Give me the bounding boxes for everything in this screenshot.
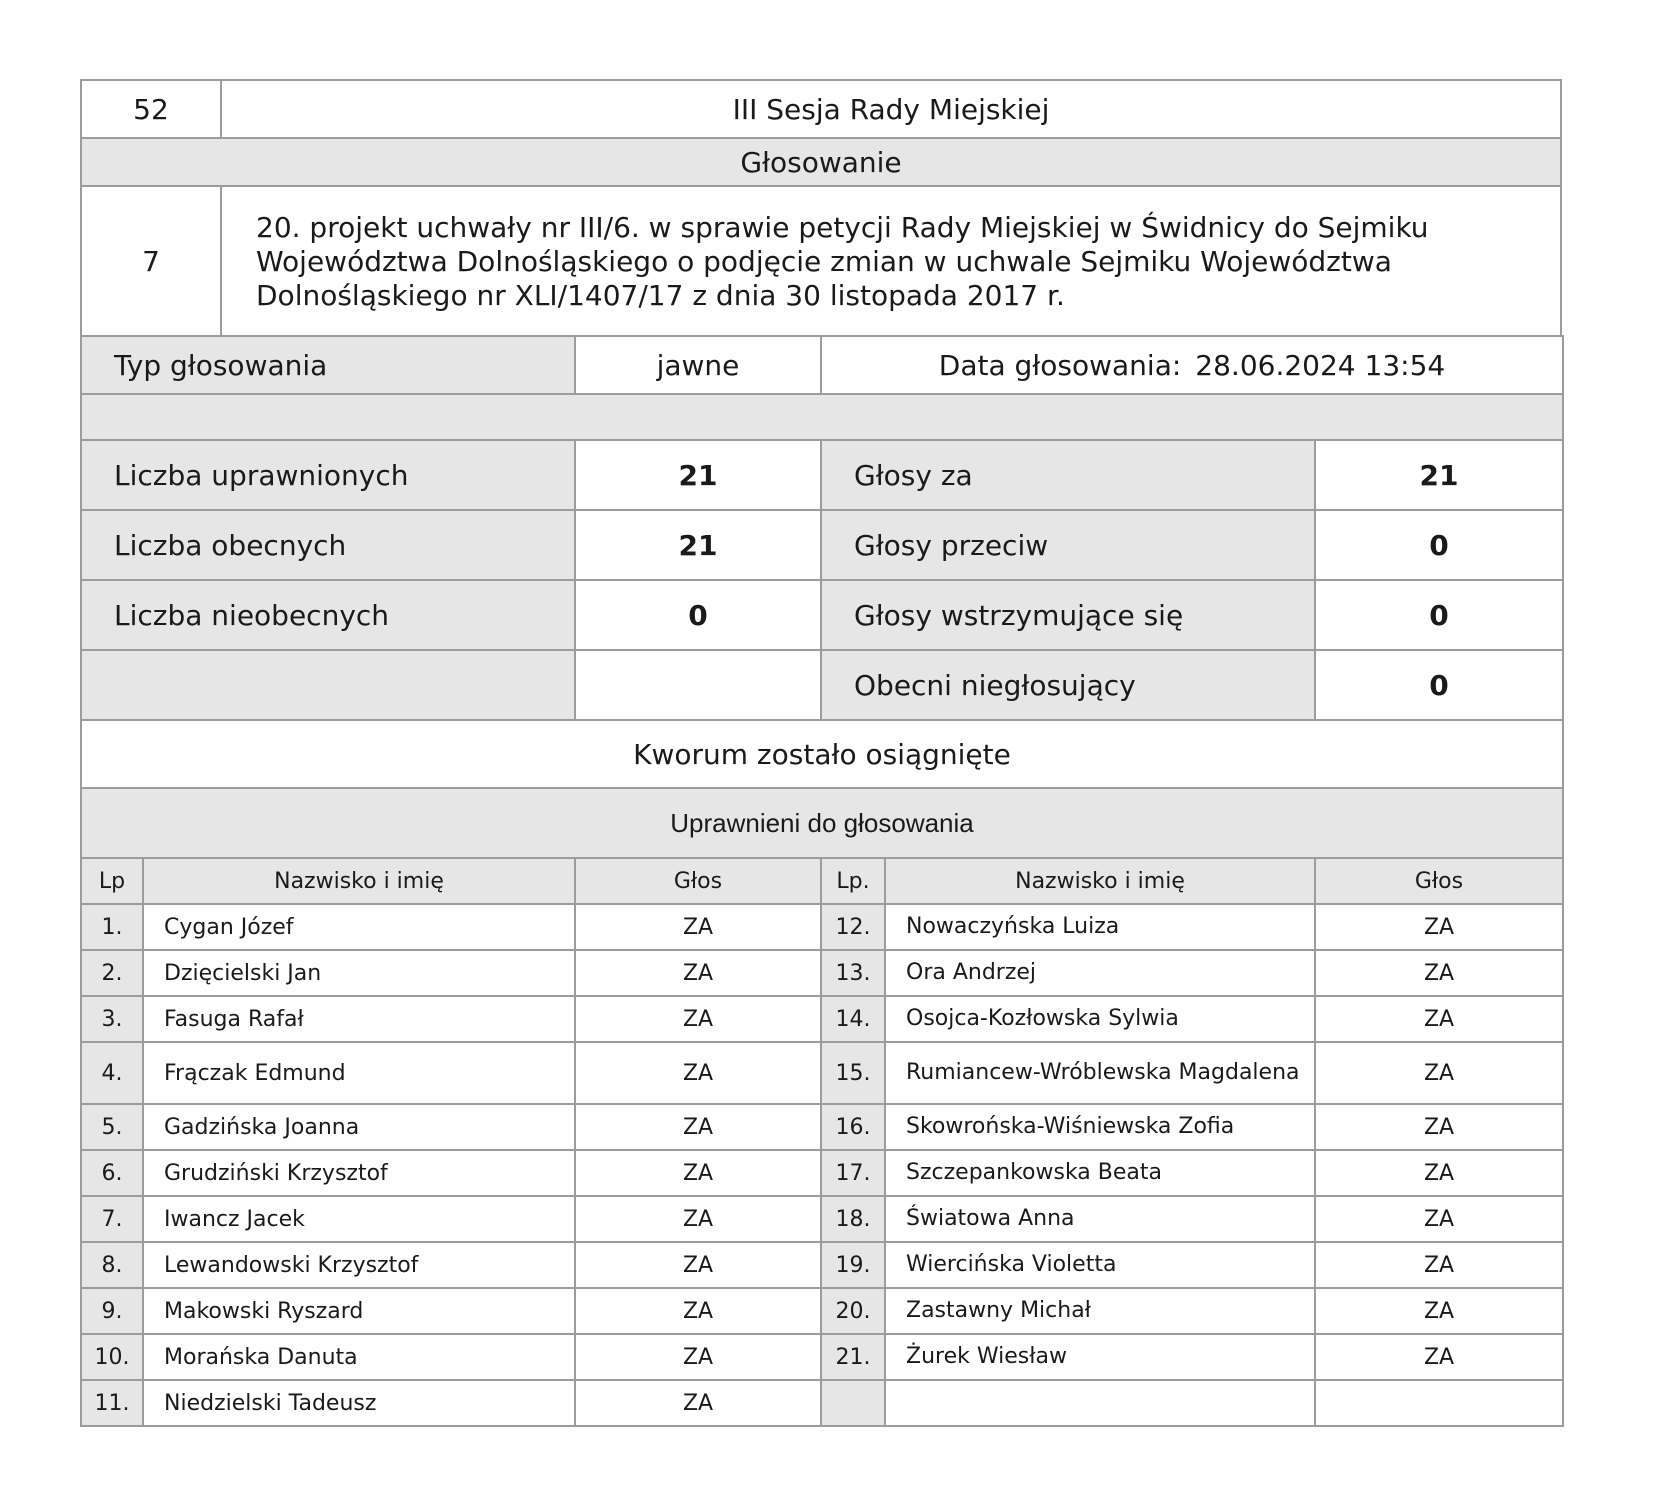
empty-cell (575, 650, 821, 720)
voter-name: Gadzińska Joanna (143, 1104, 575, 1150)
vote-type-label: Typ głosowania (81, 336, 575, 394)
section-title: Głosowanie (81, 138, 1561, 186)
nonvoting-label: Obecni niegłosujący (821, 650, 1315, 720)
present-value: 21 (575, 510, 821, 580)
column-header-vote: Głos (1315, 858, 1563, 904)
voter-name: Morańska Danuta (143, 1334, 575, 1380)
column-header-lp: Lp (81, 858, 143, 904)
voter-name: Iwancz Jacek (143, 1196, 575, 1242)
voter-lp: 8. (81, 1242, 143, 1288)
voter-vote: ZA (575, 904, 821, 950)
voter-lp: 15. (821, 1042, 885, 1104)
table-row (81, 950, 1563, 996)
voter-vote: ZA (1315, 1242, 1563, 1288)
voter-lp: 20. (821, 1288, 885, 1334)
item-subject-line: 20. projekt uchwały nr III/6. w sprawie petycji Rady Miejskiej w Świdnicy do Sejmiku (256, 211, 1429, 244)
voter-lp: 16. (821, 1104, 885, 1150)
voter-lp: 6. (81, 1150, 143, 1196)
voter-lp: 1. (81, 904, 143, 950)
vote-date-label: Data głosowania: (938, 348, 1182, 382)
voter-vote: ZA (1315, 1104, 1563, 1150)
voter-lp: 18. (821, 1196, 885, 1242)
voter-name: Dzięcielski Jan (143, 950, 575, 996)
votes-against-label: Głosy przeciw (821, 510, 1315, 580)
voting-document (80, 79, 1562, 1427)
voter-lp: 14. (821, 996, 885, 1042)
document-number: 52 (81, 80, 221, 138)
table-row (81, 904, 1563, 950)
voter-name: Żurek Wiesław (885, 1334, 1315, 1380)
voter-name: Lewandowski Krzysztof (143, 1242, 575, 1288)
voter-vote: ZA (1315, 1196, 1563, 1242)
quorum-status: Kworum zostało osiągnięte (81, 720, 1563, 788)
eligible-label: Liczba uprawnionych (81, 440, 575, 510)
voter-name: Frączak Edmund (143, 1042, 575, 1104)
vote-date (821, 336, 1563, 394)
voter-name: Skowrońska-Wiśniewska Zofia (885, 1104, 1315, 1150)
voter-lp: 7. (81, 1196, 143, 1242)
voter-name: Osojca-Kozłowska Sylwia (885, 996, 1315, 1042)
voter-vote: ZA (575, 1380, 821, 1426)
voter-lp: 10. (81, 1334, 143, 1380)
voter-vote: ZA (575, 1104, 821, 1150)
votes-for-value: 21 (1315, 440, 1563, 510)
voter-name: Grudziński Krzysztof (143, 1150, 575, 1196)
voter-name (885, 1380, 1315, 1426)
table-row (81, 1242, 1563, 1288)
voter-lp: 4. (81, 1042, 143, 1104)
voter-name: Rumiancew-Wróblewska Magdalena (885, 1042, 1315, 1104)
voter-name: Niedzielski Tadeusz (143, 1380, 575, 1426)
voter-rows (81, 904, 1563, 1426)
voter-lp: 17. (821, 1150, 885, 1196)
table-row (81, 1150, 1563, 1196)
voter-lp: 2. (81, 950, 143, 996)
header-table (80, 79, 1562, 337)
voter-lp: 13. (821, 950, 885, 996)
voter-lp: 5. (81, 1104, 143, 1150)
voter-vote: ZA (1315, 1150, 1563, 1196)
empty-cell (81, 650, 575, 720)
voter-name: Ora Andrzej (885, 950, 1315, 996)
voter-vote: ZA (1315, 1334, 1563, 1380)
table-row (81, 1334, 1563, 1380)
voter-name: Nowaczyńska Luiza (885, 904, 1315, 950)
voter-lp (821, 1380, 885, 1426)
voter-vote: ZA (1315, 996, 1563, 1042)
voter-vote: ZA (575, 950, 821, 996)
spacer-row (81, 394, 1563, 440)
session-title: III Sesja Rady Miejskiej (221, 80, 1561, 138)
voter-lp: 19. (821, 1242, 885, 1288)
voter-name: Fasuga Rafał (143, 996, 575, 1042)
eligible-value: 21 (575, 440, 821, 510)
vote-date-value: 28.06.2024 13:54 (1195, 348, 1446, 382)
vote-type-value: jawne (575, 336, 821, 394)
abstain-label: Głosy wstrzymujące się (821, 580, 1315, 650)
voter-lp: 9. (81, 1288, 143, 1334)
column-header-name: Nazwisko i imię (143, 858, 575, 904)
stats-table (80, 335, 1564, 859)
item-subject-line: Województwa Dolnośląskiego o podjęcie zmian w uchwale Sejmiku Województwa (256, 245, 1392, 278)
table-row (81, 1104, 1563, 1150)
voter-vote: ZA (575, 1196, 821, 1242)
table-row (81, 1042, 1563, 1104)
item-subject-line: Dolnośląskiego nr XLI/1407/17 z dnia 30 listopada 2017 r. (256, 279, 1065, 312)
absent-value: 0 (575, 580, 821, 650)
voter-name: Zastawny Michał (885, 1288, 1315, 1334)
voter-vote (1315, 1380, 1563, 1426)
voter-lp: 12. (821, 904, 885, 950)
voter-name: Makowski Ryszard (143, 1288, 575, 1334)
table-row (81, 1288, 1563, 1334)
voter-lp: 21. (821, 1334, 885, 1380)
voter-lp: 3. (81, 996, 143, 1042)
nonvoting-value: 0 (1315, 650, 1563, 720)
item-number: 7 (81, 186, 221, 336)
list-title: Uprawnieni do głosowania (81, 788, 1563, 858)
column-header-name: Nazwisko i imię (885, 858, 1315, 904)
voter-lp: 11. (81, 1380, 143, 1426)
table-row (81, 1380, 1563, 1426)
voter-vote: ZA (575, 1334, 821, 1380)
voter-name: Szczepankowska Beata (885, 1150, 1315, 1196)
voter-vote: ZA (1315, 1288, 1563, 1334)
voter-vote: ZA (575, 1150, 821, 1196)
abstain-value: 0 (1315, 580, 1563, 650)
voter-name: Światowa Anna (885, 1196, 1315, 1242)
item-subject (221, 186, 1561, 336)
voter-vote: ZA (575, 996, 821, 1042)
present-label: Liczba obecnych (81, 510, 575, 580)
table-row (81, 1196, 1563, 1242)
voter-vote: ZA (1315, 1042, 1563, 1104)
voter-vote: ZA (1315, 904, 1563, 950)
column-header-vote: Głos (575, 858, 821, 904)
voter-vote: ZA (575, 1288, 821, 1334)
column-header-lp: Lp. (821, 858, 885, 904)
voters-table (80, 857, 1564, 1427)
voter-vote: ZA (575, 1042, 821, 1104)
absent-label: Liczba nieobecnych (81, 580, 575, 650)
votes-against-value: 0 (1315, 510, 1563, 580)
votes-for-label: Głosy za (821, 440, 1315, 510)
voter-vote: ZA (1315, 950, 1563, 996)
voter-name: Wiercińska Violetta (885, 1242, 1315, 1288)
voter-vote: ZA (575, 1242, 821, 1288)
table-row (81, 996, 1563, 1042)
voter-name: Cygan Józef (143, 904, 575, 950)
